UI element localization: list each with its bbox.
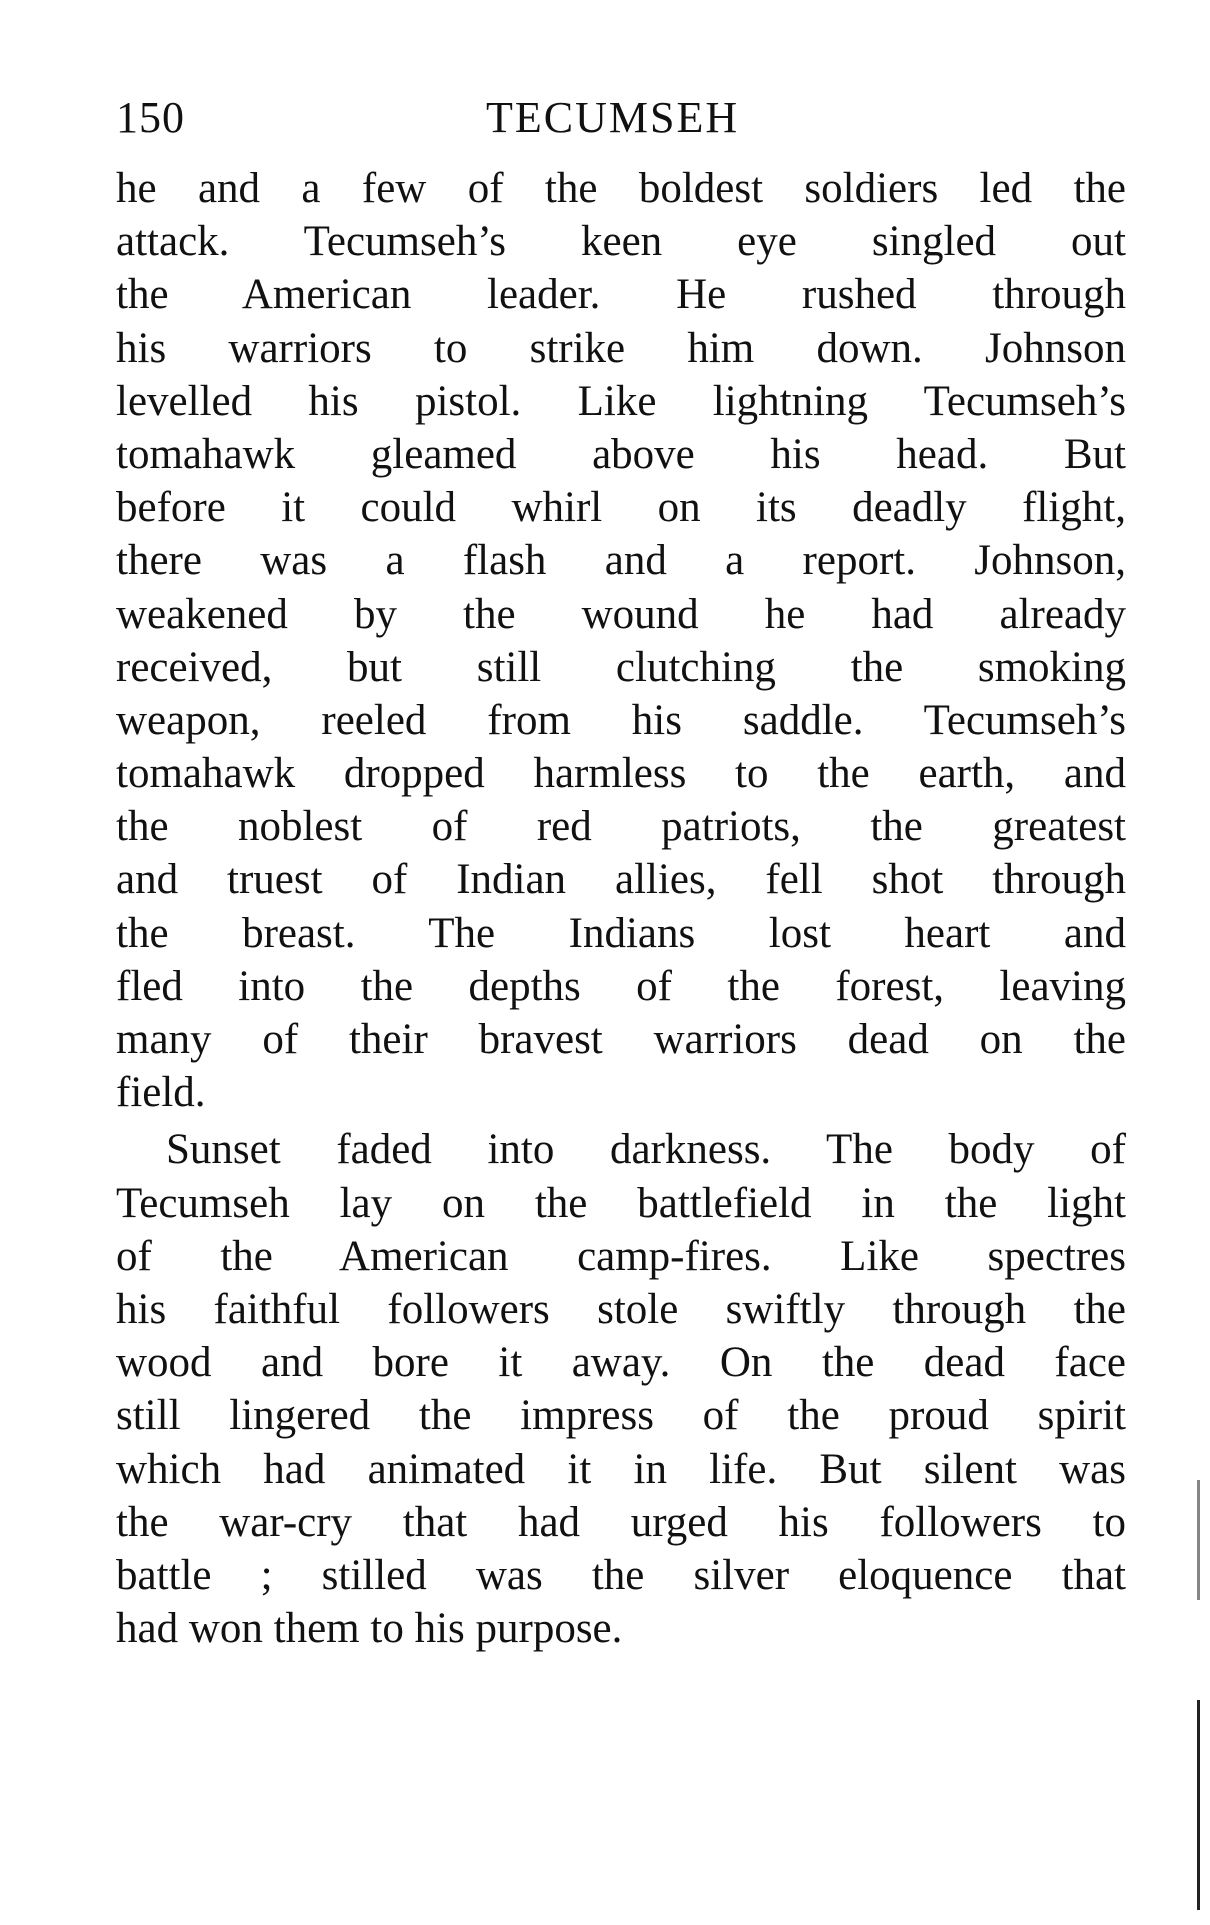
text-line: levelled his pistol. Like lightning Tecumseh’s — [116, 377, 1126, 425]
text-line: wood and bore it away. On the dead face — [116, 1339, 1126, 1387]
text-line: weapon, reeled from his saddle. Tecumseh’s — [116, 696, 1126, 744]
text-line: the noblest of red patriots, the greatest — [116, 803, 1126, 851]
text-line: fled into the depths of the forest, leaving — [116, 962, 1126, 1010]
paragraph-2 — [116, 1123, 1126, 1655]
text-line: the war-cry that had urged his followers to — [116, 1498, 1126, 1546]
text-line: had won them to his purpose. — [116, 1605, 623, 1653]
text-line: there was a flash and a report. Johnson, — [116, 537, 1126, 585]
page-edge-shadow — [1197, 1480, 1200, 1600]
paragraph-1 — [116, 162, 1126, 1119]
text-line: tomahawk gleamed above his head. But — [116, 430, 1126, 478]
running-head — [116, 88, 1126, 148]
text-line: the American leader. He rushed through — [116, 271, 1126, 319]
page-number: 150 — [116, 93, 185, 142]
text-line: of the American camp-fires. Like spectres — [116, 1232, 1126, 1280]
text-line: attack. Tecumseh’s keen eye singled out — [116, 218, 1126, 266]
text-line: Sunset faded into darkness. The body of — [166, 1126, 1126, 1174]
text-line: many of their bravest warriors dead on the — [116, 1016, 1126, 1063]
text-line: which had animated it in life. But silent was — [116, 1445, 1126, 1493]
text-line: the breast. The Indians lost heart and — [116, 909, 1126, 957]
text-line: received, but still clutching the smoking — [116, 643, 1126, 691]
body-text — [116, 162, 1126, 1655]
text-line: battle ; stilled was the silver eloquence that — [116, 1551, 1126, 1599]
text-line: still lingered the impress of the proud spirit — [116, 1392, 1126, 1440]
text-line: weakened by the wound he had already — [116, 590, 1126, 638]
text-line: field. — [116, 1069, 206, 1117]
text-line: he and a few of the boldest soldiers led the — [116, 165, 1126, 212]
text-line: before it could whirl on its deadly flight, — [116, 484, 1126, 532]
text-line: and truest of Indian allies, fell shot through — [116, 856, 1126, 904]
text-line: his warriors to strike him down. Johnson — [116, 324, 1126, 372]
text-line: his faithful followers stole swiftly through the — [116, 1285, 1126, 1333]
page-edge-shadow — [1197, 1700, 1200, 1910]
text-line: Tecumseh lay on the battlefield in the light — [116, 1179, 1126, 1227]
text-line: tomahawk dropped harmless to the earth, and — [116, 750, 1126, 798]
running-title: TECUMSEH — [486, 93, 740, 142]
